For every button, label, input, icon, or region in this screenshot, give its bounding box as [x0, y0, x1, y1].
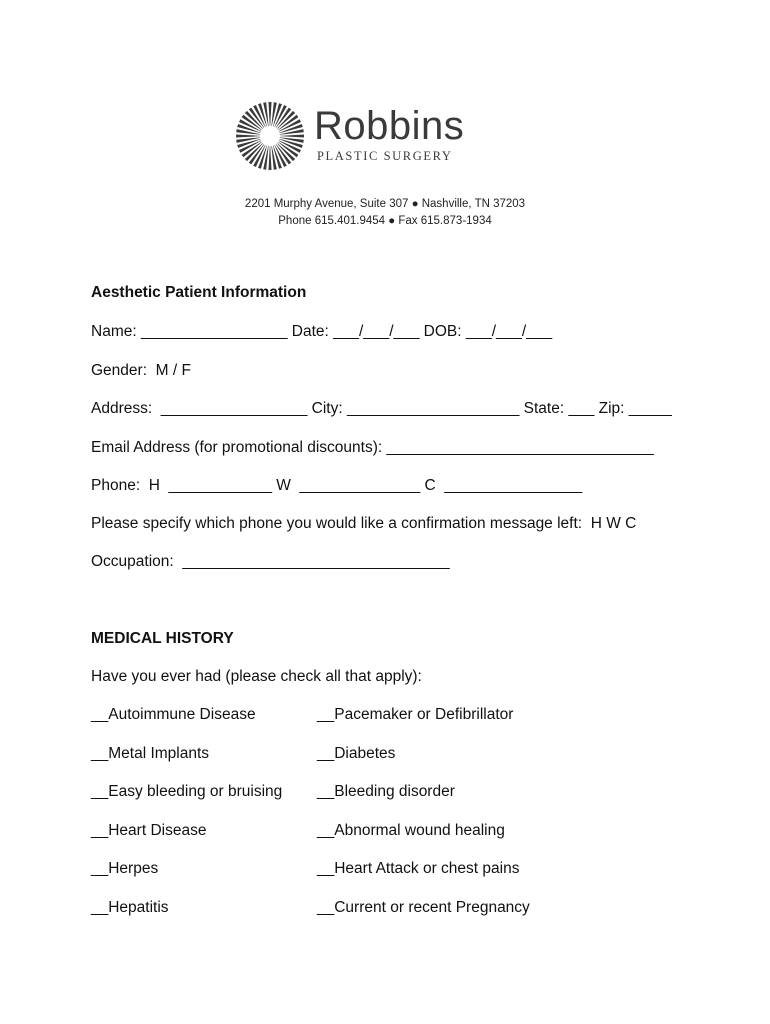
logo-ray	[236, 134, 260, 137]
checklist-item[interactable]: __Easy bleeding or bruising	[91, 783, 283, 800]
logo-ray	[280, 134, 304, 137]
form-title: Aesthetic Patient Information	[91, 284, 307, 301]
brand-subtitle: PLASTIC SURGERY	[317, 149, 453, 163]
checklist-item[interactable]: __Metal Implants	[91, 745, 210, 762]
occupation-field[interactable]: Occupation: _______________________________	[91, 553, 450, 570]
medical-history-title: MEDICAL HISTORY	[91, 630, 234, 647]
name-date-dob-field[interactable]: Name: _________________ Date: ___/___/___ DOB: ___/___/___	[91, 323, 553, 340]
checklist-item[interactable]: __Autoimmune Disease	[91, 706, 256, 723]
checklist-item[interactable]: __Diabetes	[317, 745, 396, 762]
sunburst-logo-icon	[232, 100, 308, 176]
checklist-item[interactable]: __Pacemaker or Defibrillator	[317, 706, 514, 723]
confirmation-phone-field[interactable]: Please specify which phone you would like a confirmation message left: H W C	[91, 515, 637, 532]
checklist-item[interactable]: __Herpes	[91, 860, 159, 877]
checklist-item[interactable]: __Abnormal wound healing	[317, 822, 505, 839]
checklist-item[interactable]: __Current or recent Pregnancy	[317, 899, 530, 916]
practice-address: 2201 Murphy Avenue, Suite 307 ● Nashville, TN 37203	[244, 198, 526, 210]
checklist-item[interactable]: __Bleeding disorder	[317, 783, 455, 800]
email-field[interactable]: Email Address (for promotional discounts): _______________________________	[91, 439, 654, 456]
practice-phone-fax: Phone 615.401.9454 ● Fax 615.873-1934	[278, 215, 492, 227]
logo-ray	[268, 146, 271, 170]
medical-history-prompt: Have you ever had (please check all that apply):	[91, 668, 422, 685]
logo	[232, 100, 512, 170]
checklist-item[interactable]: __Heart Attack or chest pains	[317, 860, 520, 877]
checklist-item[interactable]: __Heart Disease	[91, 822, 207, 839]
phone-field[interactable]: Phone: H ____________ W ______________ C ________________	[91, 477, 583, 494]
gender-field[interactable]: Gender: M / F	[91, 362, 191, 379]
address-field[interactable]: Address: _________________ City: ____________________ State: ___ Zip: _____	[91, 400, 672, 417]
checklist-item[interactable]: __Hepatitis	[91, 899, 169, 916]
logo-ray	[268, 102, 271, 126]
brand-name: Robbins	[314, 104, 465, 148]
